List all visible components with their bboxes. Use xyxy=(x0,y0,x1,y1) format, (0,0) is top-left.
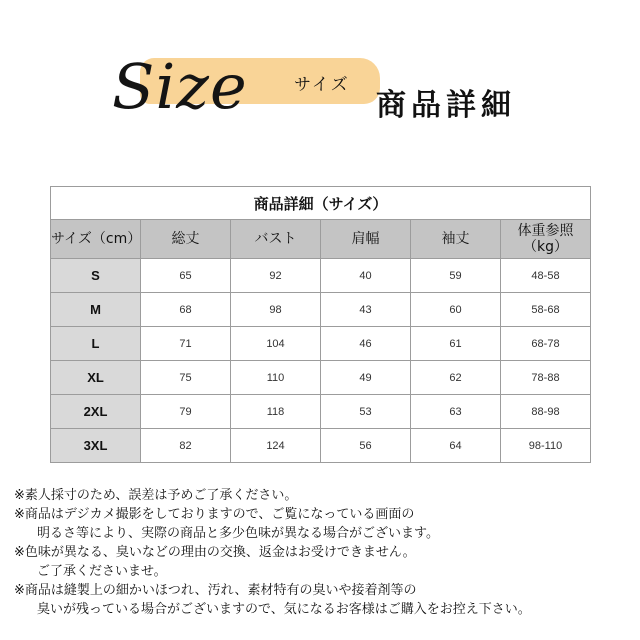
table-cell: 49 xyxy=(321,361,411,395)
note-line: 明るさ等により、実際の商品と多少色味が異なる場合がございます。 xyxy=(37,526,439,541)
page-title: 商品詳細 xyxy=(376,88,516,123)
column-header: 袖丈 xyxy=(411,220,501,259)
table-cell: 78-88 xyxy=(501,361,591,395)
size-label-cell: L xyxy=(51,327,141,361)
table-row xyxy=(51,429,591,463)
table-cell: 92 xyxy=(231,259,321,293)
note-line: ※商品は縫製上の細かいほつれ、汚れ、素材特有の臭いや接着剤等の xyxy=(14,583,417,598)
table-row xyxy=(51,293,591,327)
note-line: ※商品はデジカメ撮影をしておりますので、ご覧になっている画面の xyxy=(14,507,415,522)
size-label-cell: 3XL xyxy=(51,429,141,463)
column-header: バスト xyxy=(231,220,321,259)
table-cell: 53 xyxy=(321,395,411,429)
table-cell: 98 xyxy=(231,293,321,327)
size-label-cell: M xyxy=(51,293,141,327)
table-cell: 88-98 xyxy=(501,395,591,429)
table-cell: 64 xyxy=(411,429,501,463)
table-cell: 104 xyxy=(231,327,321,361)
table-row xyxy=(51,361,591,395)
size-table xyxy=(50,186,591,463)
table-cell: 59 xyxy=(411,259,501,293)
table-cell: 58-68 xyxy=(501,293,591,327)
table-cell: 61 xyxy=(411,327,501,361)
table-caption: 商品詳細（サイズ） xyxy=(51,187,591,220)
table-cell: 48-58 xyxy=(501,259,591,293)
table-header-row xyxy=(51,220,591,259)
table-cell: 46 xyxy=(321,327,411,361)
note-line: 臭いが残っている場合がございますので、気になるお客様はご購入をお控え下さい。 xyxy=(37,602,531,617)
size-kana-label: サイズ xyxy=(294,75,350,95)
table-cell: 63 xyxy=(411,395,501,429)
table-cell: 98-110 xyxy=(501,429,591,463)
size-label-cell: S xyxy=(51,259,141,293)
table-cell: 124 xyxy=(231,429,321,463)
size-script-logo: Size xyxy=(112,50,248,123)
table-row xyxy=(51,395,591,429)
note-line: ※素人採寸のため、誤差は予めご了承ください。 xyxy=(14,488,298,503)
table-cell: 110 xyxy=(231,361,321,395)
size-label-cell: 2XL xyxy=(51,395,141,429)
table-cell: 56 xyxy=(321,429,411,463)
table-row xyxy=(51,259,591,293)
table-cell: 82 xyxy=(141,429,231,463)
column-header: 体重参照 （kg） xyxy=(501,220,591,259)
notes-section xyxy=(14,486,634,619)
note-line: ※色味が異なる、臭いなどの理由の交換、返金はお受けできません。 xyxy=(14,545,416,560)
table-cell: 68-78 xyxy=(501,327,591,361)
column-header: サイズ（cm） xyxy=(51,220,141,259)
note-line: ご了承くださいませ。 xyxy=(37,564,167,579)
column-header: 肩幅 xyxy=(321,220,411,259)
table-cell: 79 xyxy=(141,395,231,429)
column-header: 総丈 xyxy=(141,220,231,259)
page-header xyxy=(0,0,640,140)
table-cell: 71 xyxy=(141,327,231,361)
table-cell: 62 xyxy=(411,361,501,395)
table-row xyxy=(51,327,591,361)
size-label-cell: XL xyxy=(51,361,141,395)
table-cell: 68 xyxy=(141,293,231,327)
table-cell: 75 xyxy=(141,361,231,395)
table-cell: 43 xyxy=(321,293,411,327)
table-cell: 118 xyxy=(231,395,321,429)
table-cell: 60 xyxy=(411,293,501,327)
table-cell: 40 xyxy=(321,259,411,293)
table-cell: 65 xyxy=(141,259,231,293)
